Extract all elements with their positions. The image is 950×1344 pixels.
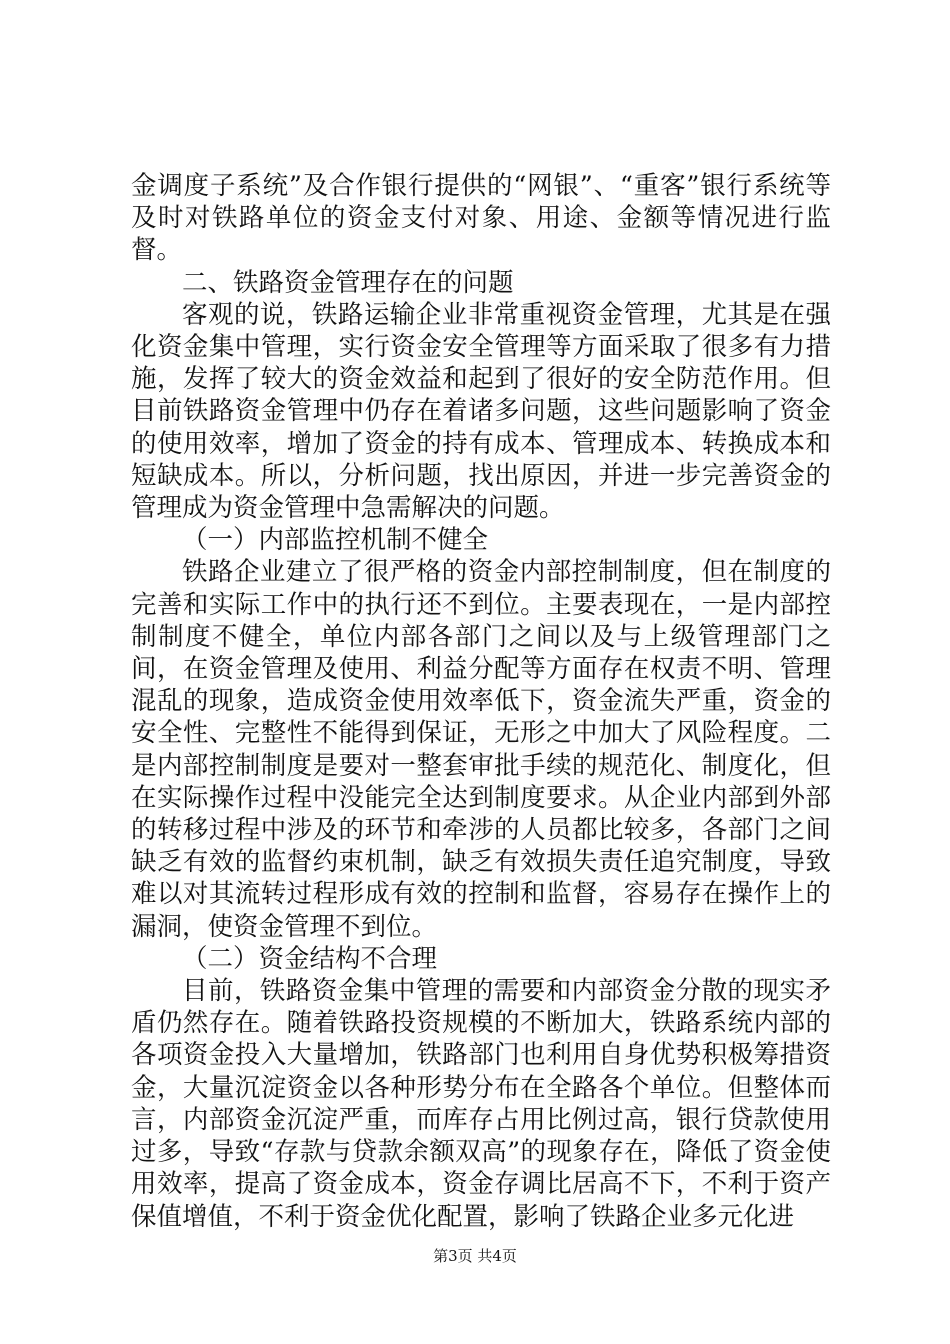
section-heading: 二、铁路资金管理存在的问题	[182, 267, 514, 298]
subsection-heading: （一）内部监控机制不健全	[182, 525, 489, 556]
document-body	[131, 170, 831, 1233]
page-number-label: 第3页 共4页	[433, 1247, 517, 1265]
paragraph-body: 客观的说，铁路运输企业非常重视资金管理，尤其是在强化资金集中管理，实行资金安全管理等方面采取了很多有力措施，发挥了较大的资金效益和起到了很好的安全防范作用。但目前铁路资金管理中仍存在着诸多问题，这些问题影响了资金的使用效率，增加了资金的持有成本、管理成本、转换成本和短缺成本。所以，分析问题，找出原因，并进一步完善资金的管理成为资金管理中急需解决的问题。	[131, 299, 831, 524]
paragraph-body: 目前，铁路资金集中管理的需要和内部资金分散的现实矛盾仍然存在。随着铁路投资规模的不断加大，铁路系统内部的各项资金投入大量增加，铁路部门也利用自身优势积极筹措资金，大量沉淀资金以各种形势分布在全路各个单位。但整体而言，内部资金沉淀严重，而库存占用比例过高，银行贷款使用过多，导致“存款与贷款余额双高”的现象存在，降低了资金使用效率，提高了资金成本，资金存调比居高不下，不利于资产保值增值，不利于资金优化配置，影响了铁路企业多元化进	[131, 976, 831, 1232]
paragraph-body: 铁路企业建立了很严格的资金内部控制制度，但在制度的完善和实际工作中的执行还不到位。主要表现在，一是内部控制制度不健全，单位内部各部门之间以及与上级管理部门之间，在资金管理及使用、利益分配等方面存在权责不明、管理混乱的现象，造成资金使用效率低下，资金流失严重，资金的安全性、完整性不能得到保证，无形之中加大了风险程度。二是内部控制制度是要对一整套审批手续的规范化、制度化，但在实际操作过程中没能完全达到制度要求。从企业内部到外部的转移过程中涉及的环节和牵涉的人员都比较多，各部门之间缺乏有效的监督约束机制，缺乏有效损失责任追究制度，导致难以对其流转过程形成有效的控制和监督，容易存在操作上的漏洞，使资金管理不到位。	[131, 557, 831, 942]
paragraph-continued: 金调度子系统”及合作银行提供的“网银”、“重客”银行系统等及时对铁路单位的资金支付对象、用途、金额等情况进行监督。	[131, 171, 831, 266]
subsection-heading: （二）资金结构不合理	[182, 943, 438, 974]
page-footer	[0, 1246, 950, 1266]
